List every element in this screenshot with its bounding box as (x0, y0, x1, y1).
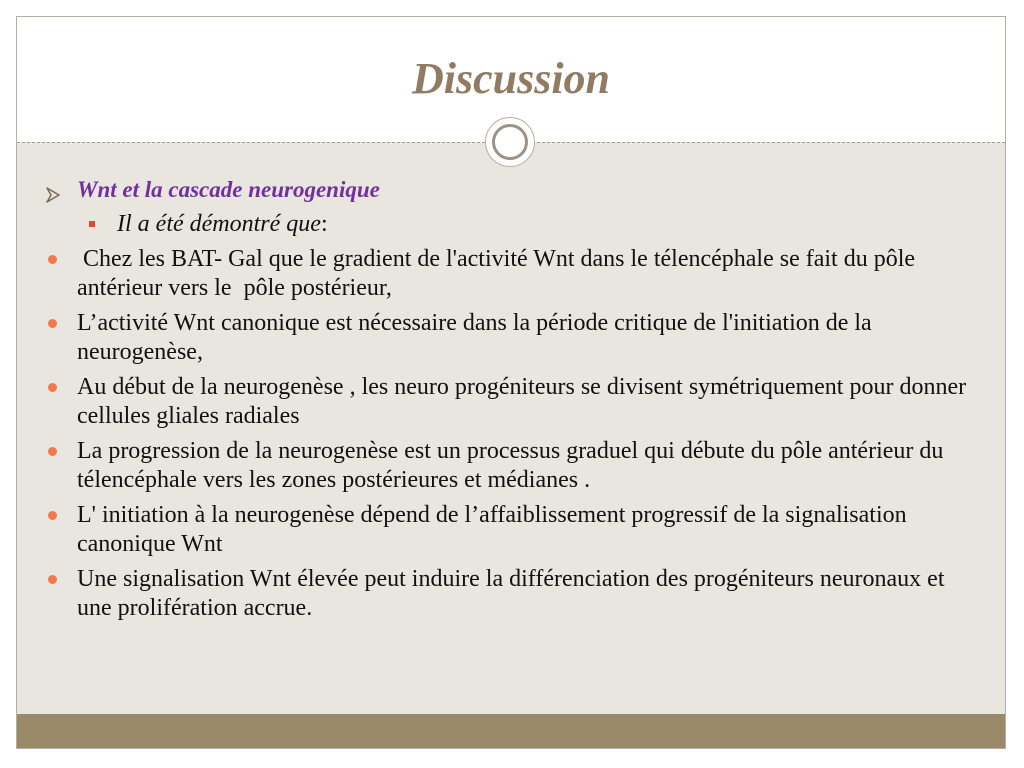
dot-bullet-icon (48, 511, 57, 520)
list-item-text: L’activité Wnt canonique est nécessaire dans la période critique de l'initiation de la neurogenèse, (77, 310, 872, 365)
ornament-inner-ring (492, 124, 528, 160)
slide-title: Discussion (411, 54, 611, 103)
list-item-text: Au début de la neurogenèse , les neuro progéniteurs se divisent symétriquement pour donner cellules gliales radiales (77, 374, 967, 429)
slide-content (45, 175, 985, 629)
list-item-text: Chez les BAT- Gal que le gradient de l'activité Wnt dans le télencéphale se fait du pôle antérieur vers le pôle postérieur, (77, 246, 922, 301)
list-item-text: Une signalisation Wnt élevée peut induire la différenciation des progéniteurs neuronaux et une prolifération accrue. (77, 566, 945, 621)
list-item (45, 373, 985, 431)
list-item (45, 565, 985, 623)
slide (16, 16, 1006, 749)
sub-point (45, 210, 985, 239)
dot-bullet-icon (48, 447, 57, 456)
list-item (45, 309, 985, 367)
dot-bullet-icon (48, 319, 57, 328)
section-heading (45, 175, 985, 204)
list-item-text: L' initiation à la neurogenèse dépend de l’affaiblissement progressif de la signalisation canonique Wnt (77, 502, 907, 557)
arrowhead-bullet-icon (45, 181, 61, 197)
dot-bullet-icon (48, 255, 57, 264)
section-heading-text: Wnt et la cascade neurogenique (77, 177, 380, 202)
double-circle-ornament-icon (485, 117, 535, 167)
list-item (45, 501, 985, 559)
dot-bullet-icon (48, 383, 57, 392)
sub-point-text: Il a été démontré que (117, 211, 321, 237)
list-item (45, 245, 985, 303)
footer-bar (17, 714, 1005, 748)
list-item (45, 437, 985, 495)
square-bullet-icon (89, 221, 95, 227)
sub-point-colon: : (320, 211, 328, 237)
dot-bullet-icon (48, 575, 57, 584)
list-item-text: La progression de la neurogenèse est un processus graduel qui débute du pôle antérieur du télencéphale vers les zones postérieures et médianes . (77, 438, 944, 493)
